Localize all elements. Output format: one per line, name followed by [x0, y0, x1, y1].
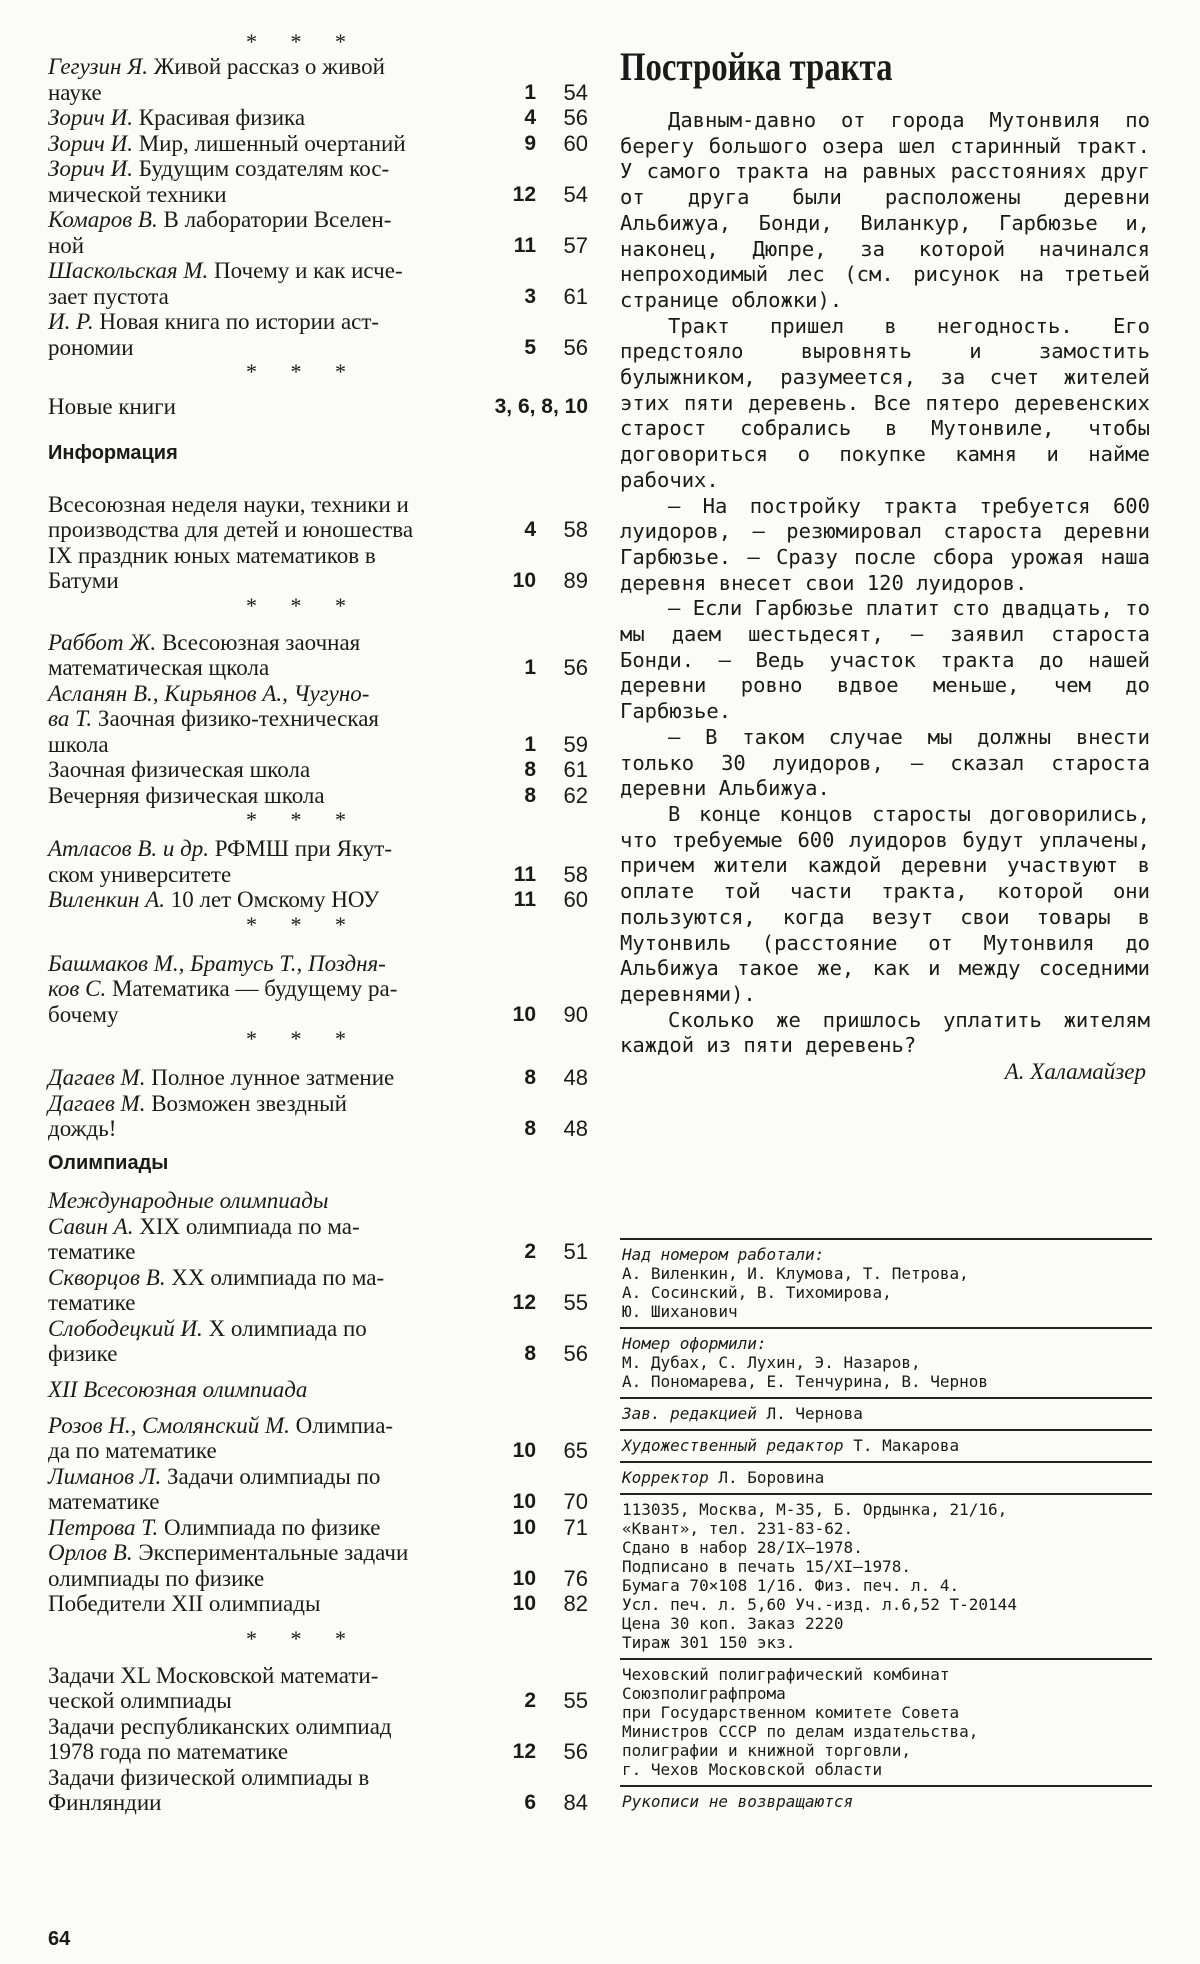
entry-page: 61 — [563, 757, 588, 782]
entry-line — [48, 1265, 458, 1291]
article-paragraph: Тракт пришел в негодность. Его предстояло выровнять и замостить булыжником, разумеется, за счет жителей этих пяти деревень. Все пятеро деревенских старост собрались в Мутонвиле, чтобы договориться о покупке камня и найме рабочих. — [620, 313, 1150, 492]
section-divider: * * * — [246, 359, 360, 384]
entry-title: Задачи республиканских олимпиад — [48, 1713, 392, 1739]
entry-line — [48, 1091, 458, 1117]
imprint-line: Сдано в набор 28/IX—1978. — [622, 1538, 863, 1557]
entry-issue: 10 — [512, 569, 536, 592]
entry-title: Экспериментальные задачи — [138, 1540, 409, 1565]
imprint-line: Союзполиграфпрома — [622, 1684, 786, 1703]
entry-title: науке — [48, 79, 102, 105]
entry-author: Дагаев М. — [48, 1065, 146, 1090]
entry-line — [48, 80, 458, 106]
page-number: 64 — [48, 1928, 71, 1950]
entry-line — [48, 1591, 458, 1617]
entry-line — [48, 1663, 458, 1689]
entry-title: Олимпиа- — [295, 1412, 394, 1438]
imprint-line: Усл. печ. л. 5,60 Уч.-изд. л.6,52 Т-20144 — [622, 1595, 1017, 1614]
entry-title: математическая щкола — [48, 655, 270, 680]
entry-page: 65 — [563, 1438, 588, 1463]
article-body — [620, 108, 1150, 1059]
entry-line — [48, 233, 458, 259]
entry-line — [48, 1290, 458, 1316]
section-divider: * * * — [246, 807, 360, 832]
contents-entry — [48, 1591, 588, 1617]
entry-title: бочему — [48, 1001, 119, 1027]
article-paragraph: — На постройку тракта требуется 600 луидоров, — резюмировал староста деревни Гарбюзье. — Сразу после сбора урожая наша деревня внесет свои 120 луидоров. — [620, 493, 1150, 595]
imprint-line: при Государственном комитете Совета — [622, 1703, 960, 1722]
entry-page: 76 — [563, 1565, 588, 1591]
imprint-line: А. Сосинский, В. Тихомирова, — [622, 1283, 892, 1302]
article-paragraph: — В таком случае мы должны внести только 30 луидоров, — сказал староста деревни Альбижуа. — [620, 724, 1150, 801]
entry-title: дождь! — [48, 1116, 117, 1141]
contents-entry — [48, 757, 588, 783]
entry-issue: 11 — [513, 888, 536, 911]
contents-entry — [48, 783, 588, 809]
entry-issue: 10 — [512, 1515, 536, 1539]
printer-lines — [622, 1665, 1152, 1779]
entry-line — [48, 517, 458, 543]
entry-page: 60 — [563, 887, 588, 912]
entry-issue: 4 — [524, 106, 536, 129]
imprint-line: Подписано в печать 15/XI—1978. — [622, 1557, 911, 1576]
entry-title: В лаборатории Вселен- — [163, 207, 392, 232]
contents-column — [48, 30, 588, 1816]
entry-issue: 10 — [512, 1439, 536, 1462]
entry-line — [48, 887, 458, 913]
entry-line — [48, 207, 458, 233]
entry-line — [48, 1739, 458, 1765]
entry-author: Зорич И. — [48, 156, 133, 181]
entry-page: 58 — [563, 861, 588, 887]
contents-entry — [48, 1765, 588, 1816]
art-editor-label: Художественный редактор — [622, 1436, 844, 1455]
entry-title: производства для детей и юношества — [48, 517, 414, 542]
imprint-line: г. Чехов Московской области — [622, 1760, 883, 1779]
entry-title: ском университете — [48, 861, 232, 887]
entry-author: Скворцов В. — [48, 1264, 166, 1290]
entry-title: XX олимпиада по ма- — [171, 1264, 385, 1290]
entry-line — [48, 1214, 458, 1240]
entry-issue: 8 — [524, 783, 536, 807]
entry-title: X олимпиада по — [208, 1315, 367, 1341]
entry-author: ков С. — [48, 976, 107, 1001]
entry-title: тематике — [48, 1290, 136, 1315]
entry-title: Всесоюзная заочная — [161, 629, 361, 655]
entry-line — [48, 1341, 458, 1367]
astro-list — [48, 1065, 588, 1142]
intl-subhead: Международные олимпиады — [48, 1187, 329, 1213]
entry-line — [48, 492, 458, 518]
entry-title: физике — [48, 1341, 118, 1366]
contents-entry — [48, 951, 588, 1028]
entry-line — [48, 182, 458, 208]
entry-page: 89 — [563, 568, 588, 593]
contents-entry — [48, 492, 588, 543]
entry-line — [48, 284, 458, 310]
contents-entry — [48, 630, 588, 681]
entry-author: Виленкин А. — [48, 887, 165, 912]
entry-page: 56 — [563, 105, 588, 130]
entry-issue: 8 — [524, 1066, 536, 1089]
intl-list — [48, 1214, 588, 1367]
entry-page: 48 — [563, 1065, 588, 1090]
entry-line — [48, 131, 458, 157]
imprint-line: А. Пономарева, Е. Тенчурина, В. Чернов — [622, 1372, 989, 1391]
entry-line — [48, 54, 458, 80]
article-paragraph: В конце концов старосты договорились, что требуемые 600 луидоров будут уплачены, причем жители каждой деревни участвуют в оплате той части тракта, которой они пользуются, когда везут свои товары в Мутонвиль (расстояние от Мутонвиля до Альбижуа такое же, как и между соседними деревнями). — [620, 801, 1150, 1006]
imprint-line: Цена 30 коп. Заказ 2220 — [622, 1614, 844, 1633]
contents-entry — [48, 1714, 588, 1765]
entry-issue: 11 — [513, 862, 536, 886]
entry-line — [48, 1116, 458, 1142]
entry-issue: 12 — [512, 1291, 536, 1314]
imprint-line: А. Виленкин, И. Клумова, Т. Петрова, — [622, 1264, 969, 1283]
contents-entry — [48, 1065, 588, 1091]
entry-page: 56 — [563, 655, 588, 680]
entry-title: XIX олимпиада по ма- — [139, 1213, 360, 1239]
entry-title: Задачи физической олимпиады в — [48, 1764, 370, 1790]
art-editor-block — [620, 1429, 1152, 1461]
contents-entry — [48, 156, 588, 207]
entry-line — [48, 105, 458, 131]
entry-issue: 9 — [524, 131, 536, 155]
entry-line — [48, 1688, 458, 1714]
entry-page: 55 — [563, 1290, 588, 1315]
entry-issue: 2 — [524, 1240, 536, 1263]
entry-line — [48, 681, 458, 732]
entry-issue: 1 — [524, 656, 536, 679]
entry-author: Розов Н., Смолянский М. — [48, 1412, 290, 1438]
contents-entry — [48, 1663, 588, 1714]
entry-issue: 2 — [524, 1689, 536, 1712]
entry-title: Новая книга по истории аст- — [99, 309, 380, 334]
head-editor-name: Л. Чернова — [766, 1404, 863, 1423]
entry-line — [48, 258, 458, 284]
entry-line — [48, 1790, 458, 1816]
entry-line — [48, 783, 458, 809]
info-heading: Информация — [48, 441, 178, 464]
entry-title: рономии — [48, 334, 134, 360]
fmsh-list — [48, 836, 588, 913]
entry-title: Будущим создателям кос- — [138, 156, 390, 181]
entry-issue: 10 — [512, 1490, 536, 1513]
entry-page: 61 — [563, 283, 588, 309]
entry-page: 55 — [563, 1688, 588, 1713]
entry-issue: 12 — [512, 182, 536, 206]
entry-author: И. Р. — [48, 309, 94, 334]
entry-title: Красивая физика — [138, 105, 306, 130]
entry-author: Атласов В. и др. — [48, 836, 210, 861]
entry-line — [48, 1438, 458, 1464]
entry-title: школа — [48, 731, 109, 757]
entry-page: 71 — [563, 1514, 588, 1540]
entry-author: Лиманов Л. — [48, 1463, 162, 1489]
entry-line — [48, 1065, 458, 1091]
entry-title: Олимпиада по физике — [164, 1514, 381, 1540]
entry-line — [48, 1515, 458, 1541]
entry-author: Раббот Ж. — [48, 629, 157, 655]
entry-title: Батуми — [48, 568, 119, 593]
entry-line — [48, 1239, 458, 1265]
entry-line — [48, 1714, 458, 1740]
address-block — [620, 1493, 1152, 1658]
imprint-line: М. Дубах, С. Лухин, Э. Назаров, — [622, 1353, 921, 1372]
entry-author: ва Т. — [48, 706, 93, 731]
entry-title: тематике — [48, 1239, 136, 1264]
contents-entry — [48, 309, 588, 360]
allunion-subhead: XII Всесоюзная олимпиада — [48, 1376, 308, 1402]
entry-author: Савин А. — [48, 1213, 134, 1239]
head-editor-block — [620, 1397, 1152, 1429]
entry-title: Вечерняя физическая школа — [48, 782, 325, 808]
proofreader-block — [620, 1461, 1152, 1493]
contents-entry — [48, 1091, 588, 1142]
entry-page: 82 — [563, 1591, 588, 1616]
design-label: Номер оформили: — [622, 1334, 767, 1353]
editors-block — [620, 1238, 1152, 1327]
head-editor-label: Зав. редакцией — [622, 1404, 757, 1423]
entry-title: зает пустота — [48, 283, 169, 309]
manuscript-notice: Рукописи не возвращаются — [622, 1792, 854, 1811]
entry-author: Гегузин Я. — [48, 54, 148, 79]
entry-title: ной — [48, 232, 85, 258]
info-list — [48, 492, 588, 594]
article-title: Постройка тракта — [620, 44, 893, 89]
entry-line — [48, 655, 458, 681]
imprint-line: полиграфии и книжной торговли, — [622, 1741, 911, 1760]
entry-title: IX праздник юных математиков в — [48, 542, 376, 568]
new-books-label: Новые книги — [48, 394, 176, 419]
contents-entry — [48, 543, 588, 594]
entry-page: 56 — [563, 1341, 588, 1366]
entry-line — [48, 1765, 458, 1791]
entry-page: 70 — [563, 1489, 588, 1514]
entry-page: 54 — [563, 79, 588, 105]
entry-title: да по математике — [48, 1438, 217, 1463]
entry-page: 59 — [563, 731, 588, 757]
entry-line — [48, 757, 458, 783]
entry-line — [48, 1464, 458, 1490]
olympiad-heading: Олимпиады — [48, 1151, 169, 1174]
section-divider: * * * — [246, 592, 360, 618]
entry-line — [48, 1489, 458, 1515]
entry-author: Дагаев М. — [48, 1090, 146, 1116]
contents-entry — [48, 207, 588, 258]
entry-issue: 8 — [524, 1117, 536, 1140]
contents-entry — [48, 836, 588, 887]
entry-issue: 11 — [513, 233, 536, 257]
section-divider: * * * — [246, 1026, 360, 1051]
entry-line — [48, 836, 458, 862]
entry-issue: 12 — [512, 1740, 536, 1763]
entry-author: Шаскольская М. — [48, 258, 209, 283]
new-books-pages: 3, 6, 8, 10 — [494, 395, 588, 418]
article-column — [620, 44, 1150, 1085]
entry-issue: 1 — [524, 732, 536, 756]
entry-title: Мир, лишенный очертаний — [138, 130, 406, 156]
entry-line — [48, 568, 458, 594]
imprint-line: «Квант», тел. 231-83-62. — [622, 1519, 854, 1538]
article-author: А. Халамайзер — [1004, 1059, 1146, 1085]
entry-issue: 6 — [524, 1791, 536, 1814]
entry-line — [48, 156, 458, 182]
editors-lines — [622, 1264, 1152, 1321]
design-lines — [622, 1353, 1152, 1391]
contents-entry — [48, 681, 588, 758]
entry-title: 1978 года по математике — [48, 1739, 289, 1764]
entry-issue: 10 — [512, 1566, 536, 1590]
entry-title: Задачи олимпиады по — [166, 1463, 381, 1489]
entry-page: 54 — [563, 181, 588, 207]
entry-issue: 1 — [524, 80, 536, 104]
entry-page: 51 — [563, 1239, 588, 1264]
entry-page: 57 — [563, 232, 588, 258]
entry-title: Всесоюзная неделя науки, техники и — [48, 491, 409, 517]
contents-entry — [48, 1316, 588, 1367]
article-paragraph: Сколько же пришлось уплатить жителям каждой из пяти деревень? — [620, 1007, 1150, 1058]
entry-title: Победители XII олимпиады — [48, 1591, 321, 1616]
art-editor-name: Т. Макарова — [853, 1436, 960, 1455]
problems-list — [48, 1663, 588, 1816]
entry-line — [48, 1316, 458, 1342]
imprint-line: 113035, Москва, М-35, Б. Ордынка, 21/16, — [622, 1500, 1008, 1519]
entry-author: Слободецкий И. — [48, 1315, 203, 1341]
entry-title: Заочная физическая школа — [48, 757, 311, 782]
schools-list — [48, 630, 588, 809]
entry-page: 56 — [563, 334, 588, 360]
imprint — [620, 1238, 1152, 1817]
contents-entry — [48, 54, 588, 105]
notice-block — [620, 1785, 1152, 1817]
entry-line — [48, 951, 458, 1002]
entry-line — [48, 732, 458, 758]
entry-title: Финляндии — [48, 1790, 162, 1815]
section-divider: * * * — [246, 911, 360, 937]
printer-block — [620, 1658, 1152, 1785]
entry-issue: 10 — [512, 1002, 536, 1026]
entry-issue: 10 — [512, 1592, 536, 1615]
entry-author: Асланян В., Кирьянов А., Чугуно- — [48, 680, 370, 706]
contents-entry — [48, 1413, 588, 1464]
entry-title: Живой рассказ о живой — [153, 54, 385, 79]
entry-title: ческой олимпиады — [48, 1688, 232, 1713]
entry-page: 48 — [563, 1116, 588, 1141]
article-paragraph: — Если Гарбюзье платит сто двадцать, то мы даем шестьдесят, — заявил староста Бонди. — Ведь участок тракта до нашей деревни ровно вдвое меньше, чем до Гарбюзье. — [620, 596, 1150, 724]
entry-page: 90 — [563, 1001, 588, 1027]
entry-author: Орлов В. — [48, 1540, 133, 1565]
design-block — [620, 1327, 1152, 1397]
entry-author: Зорич И. — [48, 105, 133, 130]
entry-author: Комаров В. — [48, 207, 158, 232]
entry-title: Возможен звездный — [151, 1090, 347, 1116]
contents-entry — [48, 1540, 588, 1591]
section-divider: * * * — [246, 1625, 360, 1651]
entry-issue: 4 — [524, 518, 536, 541]
contents-entry — [48, 887, 588, 913]
entry-title: Математика — будущему ра- — [111, 976, 398, 1001]
contents-entry — [48, 131, 588, 157]
entry-author: Башмаков М., Братусь Т., Поздня- — [48, 950, 386, 976]
new-books-entry — [48, 394, 588, 420]
entry-title: олимпиады по физике — [48, 1565, 265, 1591]
entry-line — [48, 1413, 458, 1439]
contents-entry — [48, 1265, 588, 1316]
entry-line — [48, 1540, 458, 1566]
proofreader-name: Л. Боровина — [718, 1468, 825, 1487]
entry-page: 62 — [563, 782, 588, 808]
entry-issue: 3 — [524, 284, 536, 308]
imprint-line: Тираж 301 150 экз. — [622, 1633, 796, 1652]
books-list — [48, 54, 588, 360]
contents-entry — [48, 1464, 588, 1515]
entry-title: РФМШ при Якут- — [214, 836, 393, 861]
allunion-list — [48, 1413, 588, 1617]
entry-issue: 8 — [524, 758, 536, 781]
imprint-line: Бумага 70×108 1/16. Физ. печ. л. 4. — [622, 1576, 960, 1595]
proofreader-label: Корректор — [622, 1468, 709, 1487]
entry-line — [48, 862, 458, 888]
imprint-line: Ю. Шиханович — [622, 1302, 738, 1321]
article-paragraph: Давным-давно от города Мутонвиля по берегу большого озера шел старинный тракт. У самого тракта на равных расстояниях друг от друга были расположены деревни Альбижуа, Бонди, Виланкур, Гарбюзье и, наконец, Дюпре, за которой начинался непроходимый лес (см. рисунок на третьей странице обложки). — [620, 108, 1150, 312]
entry-line — [48, 543, 458, 569]
section-divider: * * * — [246, 29, 360, 54]
entry-author: Зорич И. — [48, 130, 133, 156]
entry-title: 10 лет Омскому НОУ — [170, 887, 380, 912]
entry-title: Задачи XL Московской математи- — [48, 1662, 379, 1688]
imprint-line: Министров СССР по делам издательства, — [622, 1722, 979, 1741]
entry-page: 60 — [563, 130, 588, 156]
contents-entry — [48, 258, 588, 309]
entry-page: 84 — [563, 1790, 588, 1815]
entry-title: мической техники — [48, 181, 227, 207]
entry-issue: 5 — [524, 335, 536, 359]
entry-line — [48, 630, 458, 656]
entry-title: Почему и как исче- — [214, 258, 403, 283]
math-worker-list — [48, 951, 588, 1028]
entry-line — [48, 1566, 458, 1592]
editors-label: Над номером работали: — [622, 1245, 825, 1264]
entry-line — [48, 1002, 458, 1028]
contents-entry — [48, 1515, 588, 1541]
entry-author: Петрова Т. — [48, 1514, 159, 1540]
entry-line — [48, 309, 458, 335]
entry-title: Полное лунное затмение — [151, 1065, 395, 1090]
address-lines — [622, 1500, 1152, 1652]
entry-title: математике — [48, 1489, 160, 1514]
imprint-line: Чеховский полиграфический комбинат — [622, 1665, 950, 1684]
entry-page: 56 — [563, 1739, 588, 1764]
entry-issue: 8 — [524, 1342, 536, 1365]
entry-title: Заочная физико-техническая — [97, 706, 379, 731]
entry-line — [48, 335, 458, 361]
contents-entry — [48, 1214, 588, 1265]
contents-entry — [48, 105, 588, 131]
entry-page: 58 — [563, 517, 588, 542]
